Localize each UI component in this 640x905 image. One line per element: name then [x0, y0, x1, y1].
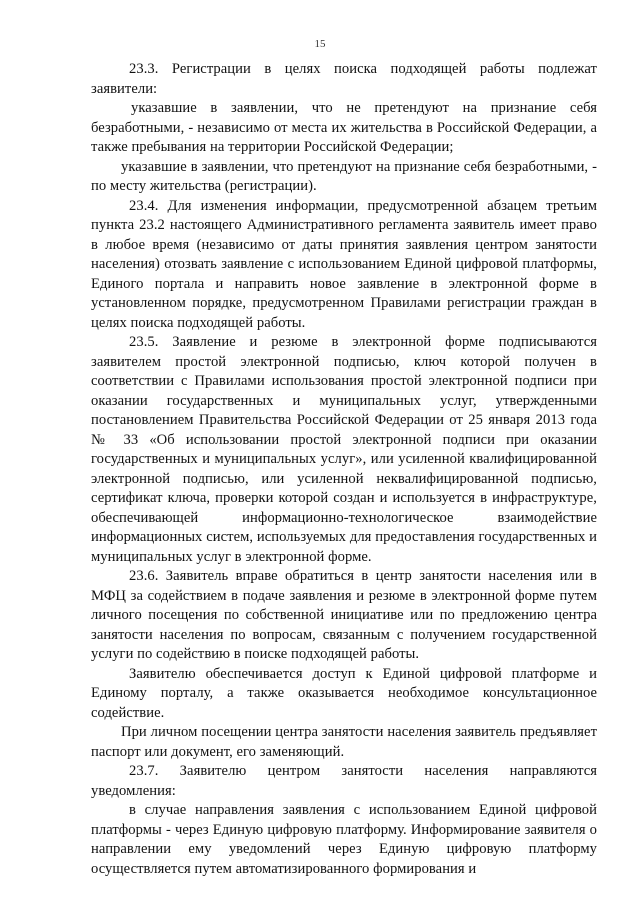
paragraph-personal-visit: При личном посещении центра занятости населения заявитель предъявляет паспорт или документ, его заменяющий.: [91, 724, 597, 760]
paragraph-claiming-unemployed: указавшие в заявлении, что претендуют на признание себя безработными, - по месту жительства (регистрации).: [91, 158, 597, 194]
paragraph-not-claiming-unemployed: указавшие в заявлении, что не претендуют на признание себя безработными, - независимо от места их жительства в Российской Федерации, а также пребывания на территории Российской Федерации;: [91, 100, 597, 155]
paragraph-digital-platform-notice: в случае направления заявления с использованием Единой цифровой платформы - через Единую цифровую платформу. Информирование заявителя о направлении ему уведомлений через Единую цифровую платформу осуществляется путем автоматизированного формирования и: [91, 802, 597, 877]
paragraph-access-provision: Заявителю обеспечивается доступ к Единой цифровой платформе и Единому порталу, а также оказывается необходимое консультационное содействие.: [91, 665, 597, 721]
paragraph-23-4: 23.4. Для изменения информации, предусмотренной абзацем третьим пункта 23.2 настоящего Административного регламента заявитель имеет право в любое время (независимо от даты принятия заявления центром занятости населения) отозвать заявление с использованием Единой цифровой платформы, Единого портала и направить новое заявление в электронной форме в установленном порядке, предусмотренном Правилами регистрации граждан в целях поиска подходящей работы.: [91, 197, 597, 331]
paragraph-23-6: 23.6. Заявитель вправе обратиться в центр занятости населения или в МФЦ за содействием в подаче заявления и резюме в электронной форме путем личного посещения по собственной инициативе или по предложению центра занятости населения по вопросам, связанным с получением государственной услуги по содействию в поиске подходящей работы.: [91, 568, 597, 662]
page-number: 15: [314, 38, 326, 50]
paragraph-23-3: 23.3. Регистрации в целях поиска подходящей работы подлежат заявители:: [91, 61, 597, 97]
paragraph-23-7: 23.7. Заявителю центром занятости населения направляются уведомления:: [91, 763, 597, 799]
paragraph-23-5: 23.5. Заявление и резюме в электронной форме подписываются заявителем простой электронной подписью, ключ которой получен в соответствии с Правилами использования простой электронной подписи при оказании государственных и муниципальных услуг, утвержденными постановлением Правительства Российской Федерации от 25 января 2013 года № 33 «Об использовании простой электронной подписи при оказании государственных и муниципальных услуг», или усиленной квалифицированной электронной подписью, или усиленной неквалифицированной подписью, сертификат ключа, проверки которой создан и используется в инфраструктуре, обеспечивающей информационно-технологическое взаимодействие информационных систем, используемых для предоставления государственных и муниципальных услуг в электронной форме.: [91, 334, 597, 565]
document-body: [91, 60, 597, 879]
